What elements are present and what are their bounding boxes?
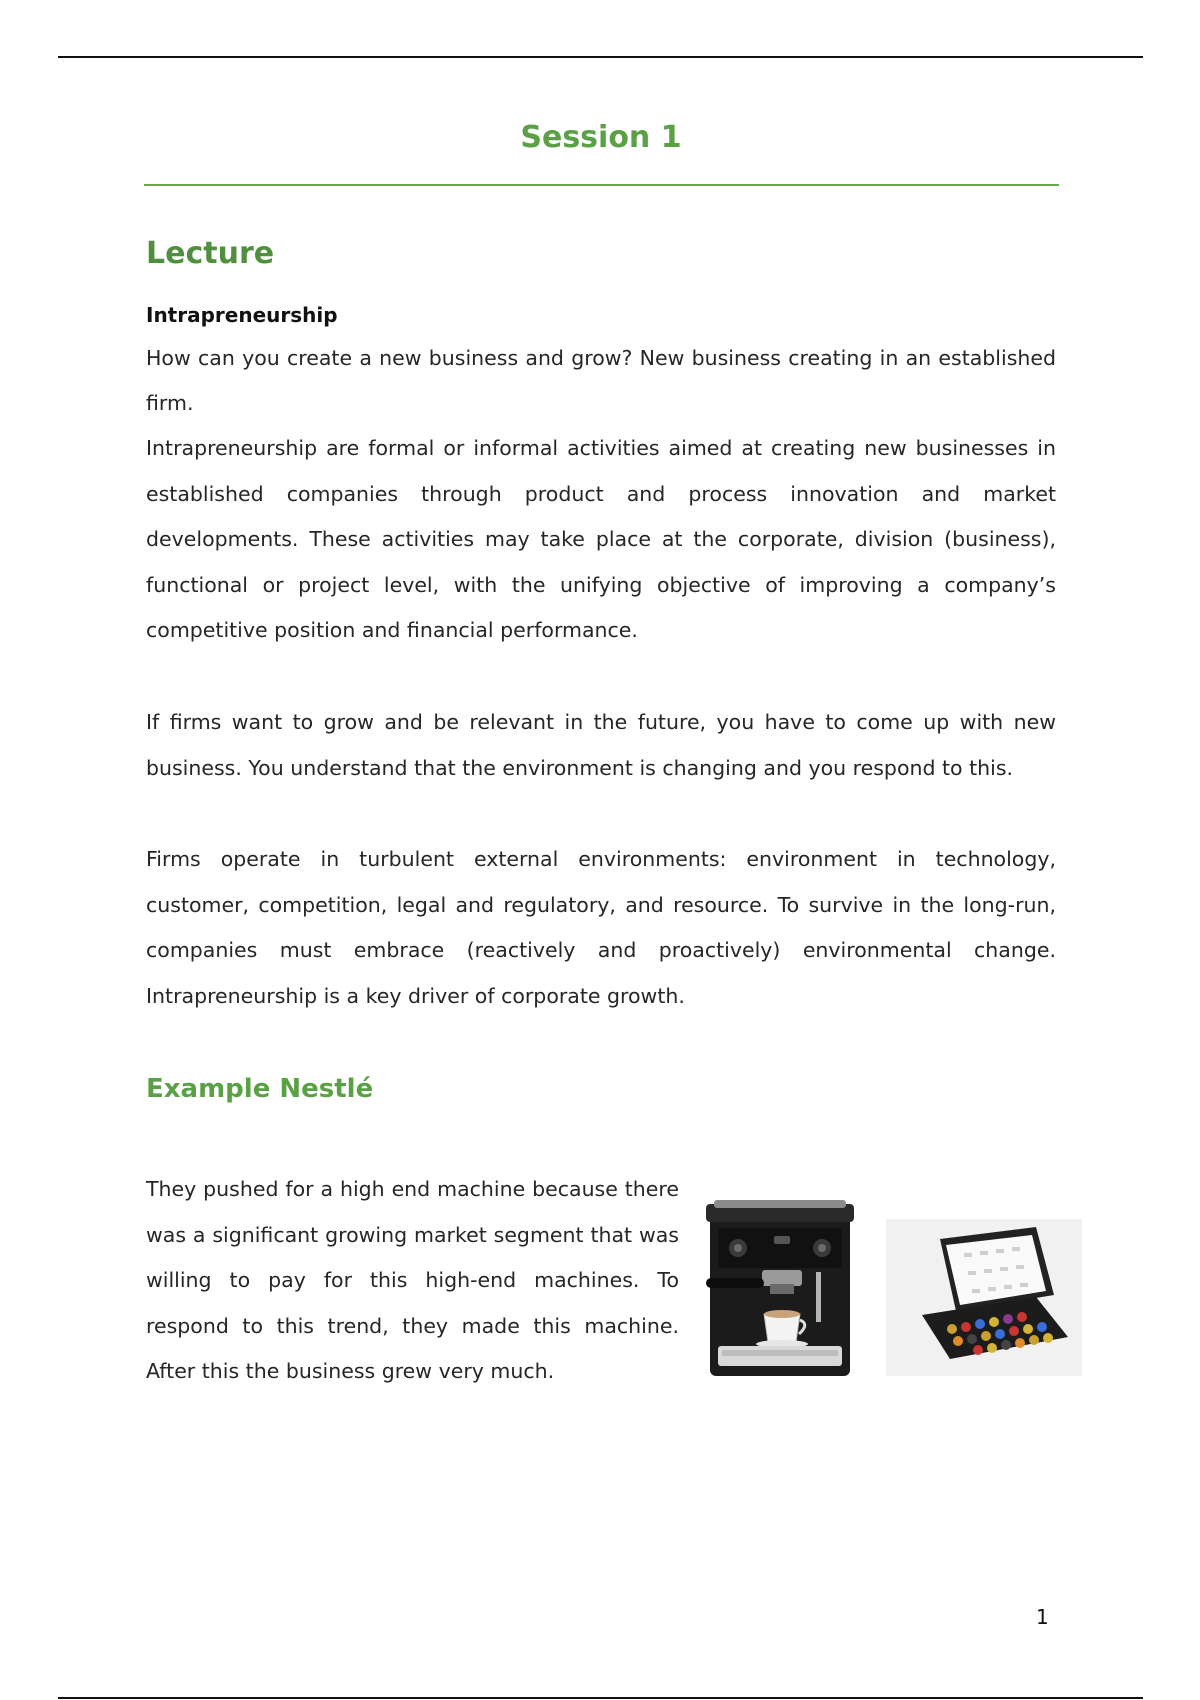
title-divider xyxy=(144,184,1059,186)
page-number: 1 xyxy=(1036,1605,1049,1629)
paragraph-1: How can you create a new business and grow? New business creating in an established firm. xyxy=(146,346,1056,415)
subheading-intrapreneurship: Intrapreneurship xyxy=(146,303,338,327)
paragraph-3: If firms want to grow and be relevant in the future, you have to come up with new business. You understand that the environment is changing and you respond to this. xyxy=(146,710,1056,780)
bottom-page-rule xyxy=(58,1697,1143,1699)
section-heading-lecture: Lecture xyxy=(146,236,275,271)
example-paragraph: They pushed for a high end machine because there was a significant growing market segment that was willing to pay for this high-end machines. To respond to this trend, they made this machine. After this the business grew very much. xyxy=(146,1177,679,1383)
espresso-machine-image xyxy=(704,1196,860,1386)
capsule-box-image xyxy=(886,1219,1082,1376)
example-heading: Example Nestlé xyxy=(146,1074,374,1104)
paragraph-2: Intrapreneurship are formal or informal activities aimed at creating new businesses in established companies through product and process innovation and market developments. These activities may take place at the corporate, division (business), functional or project level, with the unifying objective of improving a company’s competitive position and financial performance. xyxy=(146,436,1056,642)
paragraph-4: Firms operate in turbulent external environments: environment in technology, customer, competition, legal and regulatory, and resource. To survive in the long-run, companies must embrace (reactively and proactively) environmental change. Intrapreneurship is a key driver of corporate growth. xyxy=(146,847,1056,1008)
session-title: Session 1 xyxy=(520,120,682,155)
top-page-rule xyxy=(58,56,1143,58)
